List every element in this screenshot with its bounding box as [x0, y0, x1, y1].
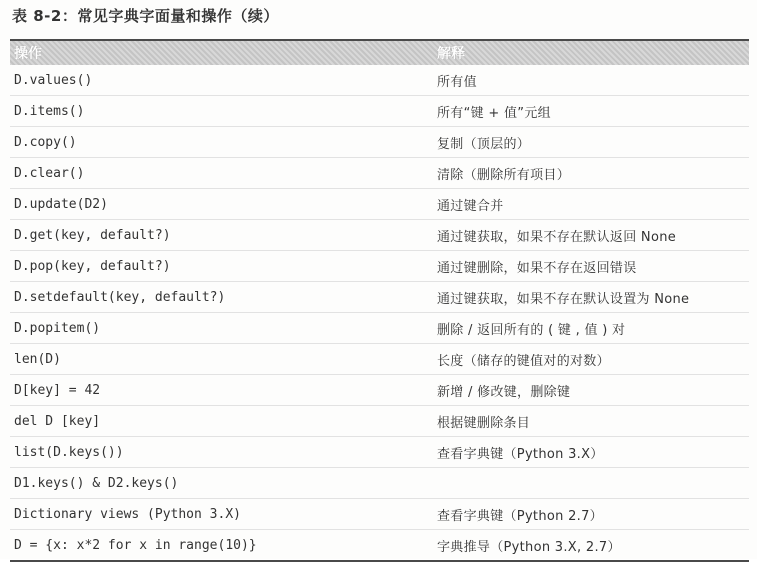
table-header-row — [10, 41, 749, 65]
table-row — [10, 189, 749, 220]
operation-cell: D.pop(key, default?) — [14, 258, 171, 274]
explanation-cell: 通过键合并 — [437, 198, 504, 214]
operation-cell: D.clear() — [14, 165, 85, 181]
explanation-cell: 查看字典键（Python 3.X） — [437, 446, 604, 462]
table-row — [10, 375, 749, 406]
operation-cell: D.values() — [14, 72, 93, 88]
explanation-cell: 长度（储存的键值对的对数） — [437, 353, 610, 369]
operation-cell: D.setdefault(key, default?) — [14, 289, 226, 305]
explanation-cell: 查看字典键（Python 2.7） — [437, 508, 603, 524]
explanation-cell: 通过键获取，如果不存在默认设置为 None — [437, 291, 690, 307]
operation-cell: D.get(key, default?) — [14, 227, 171, 243]
table-row — [10, 530, 749, 560]
explanation-cell: 通过键获取，如果不存在默认返回 None — [437, 229, 677, 245]
table-row — [10, 406, 749, 437]
operation-cell: D.copy() — [14, 134, 77, 150]
explanation-cell: 所有“键 + 值”元组 — [437, 105, 551, 121]
operation-cell: D.popitem() — [14, 320, 101, 336]
explanation-cell: 字典推导（Python 3.X, 2.7） — [437, 539, 621, 555]
operation-cell: D[key] = 42 — [14, 382, 101, 398]
table-row — [10, 127, 749, 158]
table-row — [10, 282, 749, 313]
operation-cell: D1.keys() & D2.keys() — [14, 475, 179, 491]
table-row — [10, 65, 749, 96]
table-caption: 表 8-2：常见字典字面量和操作（续） — [12, 7, 279, 25]
explanation-cell: 根据键删除条目 — [437, 415, 531, 431]
header-explanation: 解释 — [437, 46, 465, 62]
table-row — [10, 220, 749, 251]
table-row — [10, 499, 749, 530]
table-body — [10, 65, 749, 560]
explanation-cell: 复制（顶层的） — [437, 136, 531, 152]
table-row — [10, 158, 749, 189]
operation-cell: D = {x: x*2 for x in range(10)} — [14, 537, 257, 553]
operation-cell: D.update(D2) — [14, 196, 108, 212]
header-operation: 操作 — [14, 46, 42, 62]
operation-cell: D.items() — [14, 103, 85, 119]
table-row — [10, 251, 749, 282]
explanation-cell: 所有值 — [437, 74, 477, 90]
table-row — [10, 468, 749, 499]
explanation-cell: 新增 / 修改键，删除键 — [437, 384, 571, 400]
dictionary-operations-table — [10, 39, 749, 562]
explanation-cell: 清除（删除所有项目） — [437, 167, 571, 183]
operation-cell: list(D.keys()) — [14, 444, 124, 460]
table-row — [10, 437, 749, 468]
table-row — [10, 96, 749, 127]
operation-cell: del D [key] — [14, 413, 101, 429]
explanation-cell: 通过键删除，如果不存在返回错误 — [437, 260, 637, 276]
table-row — [10, 344, 749, 375]
table-row — [10, 313, 749, 344]
operation-cell: Dictionary views (Python 3.X) — [14, 506, 241, 522]
operation-cell: len(D) — [14, 351, 61, 367]
explanation-cell: 删除 / 返回所有的 ( 键 , 值 ) 对 — [437, 322, 626, 338]
